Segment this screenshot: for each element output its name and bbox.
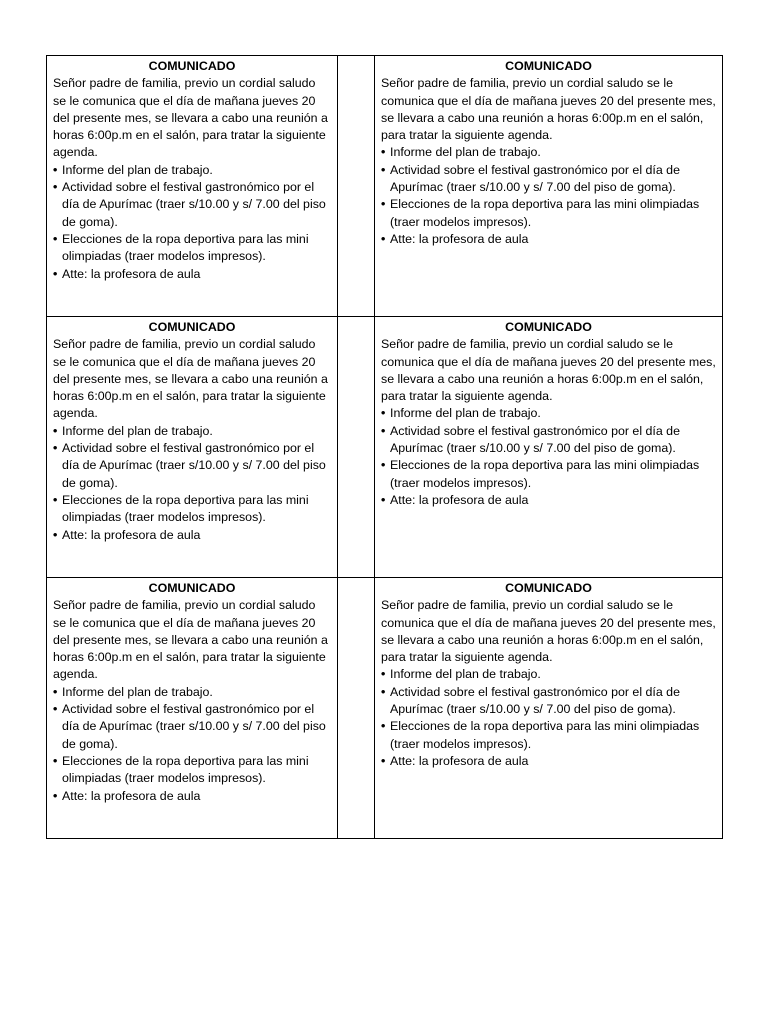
agenda-item-text: Informe del plan de trabajo. <box>390 145 541 160</box>
notice-cell-row2-left <box>47 317 338 578</box>
bullet-icon: • <box>53 423 58 438</box>
agenda-item <box>381 666 716 683</box>
agenda-item-text: Actividad sobre el festival gastronómico por el día de Apurímac (traer s/10.00 y s/ 7.00 del piso de goma). <box>390 684 680 717</box>
agenda-item <box>53 701 331 753</box>
agenda-item-text: Elecciones de la ropa deportiva para las mini olimpiadas (traer modelos impresos). <box>390 197 700 229</box>
bullet-icon: • <box>53 231 58 246</box>
notice-title: COMUNICADO <box>505 59 592 73</box>
agenda-item-text: Informe del plan de trabajo. <box>62 423 213 438</box>
agenda-item-text: Actividad sobre el festival gastronómico por el día de Apurímac (traer s/10.00 y s/ 7.00 del piso de goma). <box>390 162 680 195</box>
bullet-icon: • <box>53 492 58 507</box>
agenda-item-text: Atte: la profesora de aula <box>62 527 201 542</box>
spacer-cell <box>338 317 375 578</box>
agenda-item-text: Elecciones de la ropa deportiva para las mini olimpiadas (traer modelos impresos). <box>390 719 700 751</box>
agenda-item <box>53 684 331 701</box>
grid-row-2 <box>47 317 723 578</box>
agenda-item-text: Atte: la profesora de aula <box>62 266 201 281</box>
agenda-item <box>53 527 331 544</box>
bullet-icon: • <box>381 753 386 768</box>
notice-card <box>47 56 337 283</box>
agenda-item-text: Atte: la profesora de aula <box>390 492 529 507</box>
notice-cell-row3-right <box>375 578 723 839</box>
bullet-icon: • <box>381 492 386 507</box>
bullet-icon: • <box>381 719 386 734</box>
agenda-item <box>381 405 716 422</box>
notice-title: COMUNICADO <box>148 320 236 334</box>
bullet-icon: • <box>53 702 58 717</box>
bullet-icon: • <box>381 667 386 682</box>
agenda-item-text: Actividad sobre el festival gastronómico por el día de Apurímac (traer s/10.00 y s/ 7.00 del piso de goma). <box>62 441 326 490</box>
agenda-item-text: Atte: la profesora de aula <box>390 231 529 246</box>
agenda-item <box>53 492 331 527</box>
agenda-item <box>381 753 716 770</box>
agenda-item <box>53 266 331 283</box>
agenda-item-text: Elecciones de la ropa deportiva para las mini olimpiadas (traer modelos impresos). <box>62 231 309 264</box>
agenda-item <box>381 457 716 492</box>
agenda-item <box>53 788 331 805</box>
agenda-item-text: Informe del plan de trabajo. <box>62 684 213 699</box>
bullet-icon: • <box>53 684 58 699</box>
bullet-icon: • <box>53 753 58 768</box>
agenda-item <box>381 423 716 458</box>
agenda-item-text: Atte: la profesora de aula <box>62 788 201 803</box>
bullet-icon: • <box>381 231 386 246</box>
agenda-list <box>53 162 331 283</box>
agenda-item-text: Atte: la profesora de aula <box>390 753 529 768</box>
agenda-item <box>381 162 716 197</box>
agenda-list <box>53 684 331 805</box>
agenda-item-text: Informe del plan de trabajo. <box>390 667 541 682</box>
notice-title: COMUNICADO <box>148 581 236 595</box>
agenda-list <box>53 423 331 544</box>
bullet-icon: • <box>53 266 58 281</box>
notice-title: COMUNICADO <box>505 581 592 595</box>
agenda-item <box>381 196 716 231</box>
agenda-item-text: Elecciones de la ropa deportiva para las mini olimpiadas (traer modelos impresos). <box>62 492 309 525</box>
grid-row-3 <box>47 578 723 839</box>
agenda-item <box>53 231 331 266</box>
bullet-icon: • <box>381 458 386 473</box>
bullet-icon: • <box>381 197 386 212</box>
spacer-cell <box>338 56 375 317</box>
agenda-item <box>53 440 331 492</box>
notice-intro: Señor padre de familia, previo un cordial saludo se le comunica que el día de mañana jueves 20 del presente mes, se llevara a cabo una reunión a horas 6:00p.m en el salón, para tratar la siguiente agenda. <box>53 337 328 421</box>
notice-sheet <box>46 55 722 840</box>
agenda-item <box>53 179 331 231</box>
agenda-list <box>381 144 716 248</box>
agenda-item <box>381 718 716 753</box>
agenda-list <box>381 666 716 770</box>
notice-intro: Señor padre de familia, previo un cordial saludo se le comunica que el día de mañana jueves 20 del presente mes, se llevara a cabo una reunión a horas 6:00p.m en el salón, para tratar la siguiente agenda. <box>381 337 716 404</box>
agenda-item-text: Actividad sobre el festival gastronómico por el día de Apurímac (traer s/10.00 y s/ 7.00 del piso de goma). <box>390 423 680 456</box>
notice-cell-row3-left <box>47 578 338 839</box>
agenda-item-text: Elecciones de la ropa deportiva para las mini olimpiadas (traer modelos impresos). <box>390 458 700 490</box>
agenda-item-text: Actividad sobre el festival gastronómico por el día de Apurímac (traer s/10.00 y s/ 7.00 del piso de goma). <box>62 180 326 229</box>
notice-card <box>47 578 337 805</box>
bullet-icon: • <box>381 423 386 438</box>
notice-intro: Señor padre de familia, previo un cordial saludo se le comunica que el día de mañana jueves 20 del presente mes, se llevara a cabo una reunión a horas 6:00p.m en el salón, para tratar la siguiente agenda. <box>53 76 328 160</box>
agenda-item <box>381 684 716 719</box>
notice-intro: Señor padre de familia, previo un cordial saludo se le comunica que el día de mañana jueves 20 del presente mes, se llevara a cabo una reunión a horas 6:00p.m en el salón, para tratar la siguiente agenda. <box>381 76 716 143</box>
bullet-icon: • <box>53 527 58 542</box>
notice-card <box>375 56 722 248</box>
agenda-item-text: Informe del plan de trabajo. <box>62 162 213 177</box>
agenda-item <box>53 753 331 788</box>
grid-row-1 <box>47 56 723 317</box>
bullet-icon: • <box>53 162 58 177</box>
bullet-icon: • <box>381 406 386 421</box>
notice-cell-row2-right <box>375 317 723 578</box>
notice-cell-row1-left <box>47 56 338 317</box>
notice-title: COMUNICADO <box>148 59 236 73</box>
agenda-item <box>381 231 716 248</box>
agenda-item <box>381 144 716 161</box>
notice-intro: Señor padre de familia, previo un cordial saludo se le comunica que el día de mañana jueves 20 del presente mes, se llevara a cabo una reunión a horas 6:00p.m en el salón, para tratar la siguiente agenda. <box>381 598 716 665</box>
spacer-cell <box>338 578 375 839</box>
agenda-item <box>53 423 331 440</box>
agenda-item <box>53 162 331 179</box>
bullet-icon: • <box>381 145 386 160</box>
bullet-icon: • <box>53 441 58 456</box>
agenda-item-text: Informe del plan de trabajo. <box>390 406 541 421</box>
bullet-icon: • <box>381 162 386 177</box>
notice-card <box>47 317 337 544</box>
agenda-item <box>381 492 716 509</box>
bullet-icon: • <box>381 684 386 699</box>
notice-grid <box>46 55 723 839</box>
agenda-item-text: Actividad sobre el festival gastronómico por el día de Apurímac (traer s/10.00 y s/ 7.00 del piso de goma). <box>62 702 326 751</box>
agenda-list <box>381 405 716 509</box>
notice-intro: Señor padre de familia, previo un cordial saludo se le comunica que el día de mañana jueves 20 del presente mes, se llevara a cabo una reunión a horas 6:00p.m en el salón, para tratar la siguiente agenda. <box>53 598 328 682</box>
notice-title: COMUNICADO <box>505 320 592 334</box>
notice-card <box>375 578 722 770</box>
bullet-icon: • <box>53 180 58 195</box>
agenda-item-text: Elecciones de la ropa deportiva para las mini olimpiadas (traer modelos impresos). <box>62 753 309 786</box>
bullet-icon: • <box>53 788 58 803</box>
notice-cell-row1-right <box>375 56 723 317</box>
notice-card <box>375 317 722 509</box>
